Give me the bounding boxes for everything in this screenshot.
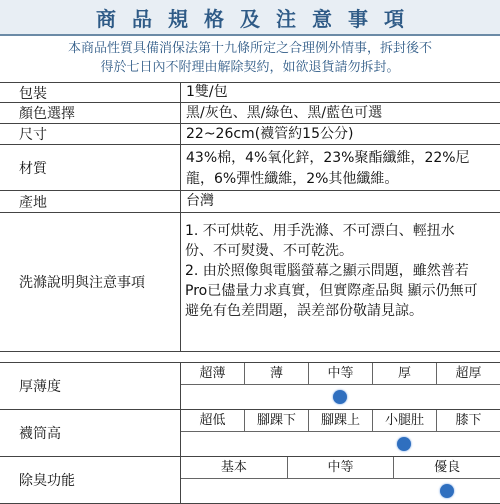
spec-label: 尺寸 — [0, 124, 181, 144]
rating-options — [181, 363, 500, 385]
rating-marker-cell — [181, 385, 245, 409]
notice-line-2: 得於七日內不附理由解除契約，如欲退貨請勿拆封。 — [100, 60, 400, 75]
selected-rating-dot — [440, 484, 454, 498]
rating-option: 基本 — [181, 457, 288, 478]
rating-option: 厚 — [373, 363, 437, 384]
rating-option: 薄 — [245, 363, 309, 384]
notice-line-1: 本商品性質具備消保法第十九條所定之合理例外情事，拆封後不 — [67, 41, 432, 56]
selected-rating-dot — [397, 437, 411, 451]
rating-scale — [181, 457, 500, 503]
spec-value: 1雙/包 — [186, 84, 228, 100]
rating-scale — [181, 363, 500, 409]
rating-row-deodorizing — [0, 457, 500, 504]
spec-label: 顏色選擇 — [0, 103, 181, 123]
rating-markers — [181, 479, 500, 503]
care-item-1: 1. 不可烘乾、用手洗滌、不可漂白、輕扭水份、不可熨燙、不可乾洗。 — [185, 223, 455, 259]
spec-value: 22~26cm(襪管約15公分) — [186, 125, 354, 142]
rating-option: 中等 — [309, 363, 373, 384]
rating-marker-cell — [309, 385, 373, 409]
spec-row-packaging — [0, 83, 500, 103]
rating-marker-cell — [372, 432, 436, 456]
spec-row-care — [0, 213, 500, 352]
rating-option: 中等 — [288, 457, 395, 478]
rating-option: 膝下 — [455, 413, 482, 428]
rating-marker-cell — [436, 432, 500, 456]
rating-marker-cell — [309, 432, 373, 456]
rating-row-thickness — [0, 363, 500, 410]
spec-label: 洗滌說明與注意事項 — [0, 213, 181, 351]
rating-option: 超厚 — [455, 366, 482, 381]
rating-marker-cell — [436, 385, 500, 409]
spec-row-size — [0, 124, 500, 145]
rating-marker-cell — [245, 385, 309, 409]
spec-label: 產地 — [0, 191, 181, 212]
spec-row-colors — [0, 103, 500, 124]
care-instructions — [181, 213, 500, 351]
rating-options — [181, 410, 500, 432]
rating-options — [181, 457, 500, 479]
rating-scale — [181, 410, 500, 456]
rating-marker-cell — [372, 385, 436, 409]
rating-option: 優良 — [434, 460, 461, 475]
page-title: 商品規格及注意事項 — [0, 0, 500, 36]
rating-option: 腳踝下 — [245, 410, 309, 431]
spec-value: 黑/灰色、黑/綠色、黑/藍色可選 — [186, 104, 383, 121]
section-divider — [0, 352, 500, 363]
spec-label: 材質 — [0, 145, 181, 190]
rating-marker-cell — [394, 479, 500, 503]
rating-row-sock-height — [0, 410, 500, 457]
spec-table — [0, 82, 500, 504]
return-policy-notice — [0, 36, 500, 81]
spec-value: 43%棉，4%氧化鋅，23%聚酯纖維，22%尼龍，6%彈性纖維，2%其他纖維。 — [186, 150, 470, 187]
rating-marker-cell — [287, 479, 393, 503]
rating-label: 除臭功能 — [0, 457, 181, 503]
rating-label: 襪筒高 — [0, 410, 181, 456]
rating-marker-cell — [181, 479, 287, 503]
rating-option: 超低 — [181, 410, 245, 431]
care-item-2: 2. 由於照像與電腦螢幕之顯示問題，雖然普若Pro已儘量力求真實，但實際產品與 顯示仍無可避免有色差問題，誤差部份敬請見諒。 — [185, 263, 478, 319]
rating-markers — [181, 432, 500, 456]
rating-option: 腳踝上 — [309, 410, 373, 431]
selected-rating-dot — [333, 390, 347, 404]
rating-markers — [181, 385, 500, 409]
spec-label: 包裝 — [0, 83, 181, 102]
rating-option: 小腿肚 — [373, 410, 437, 431]
spec-value: 台灣 — [186, 193, 214, 209]
rating-label: 厚薄度 — [0, 363, 181, 409]
spec-row-origin — [0, 191, 500, 213]
rating-marker-cell — [245, 432, 309, 456]
rating-marker-cell — [181, 432, 245, 456]
spec-row-material — [0, 145, 500, 191]
rating-option: 超薄 — [181, 363, 245, 384]
